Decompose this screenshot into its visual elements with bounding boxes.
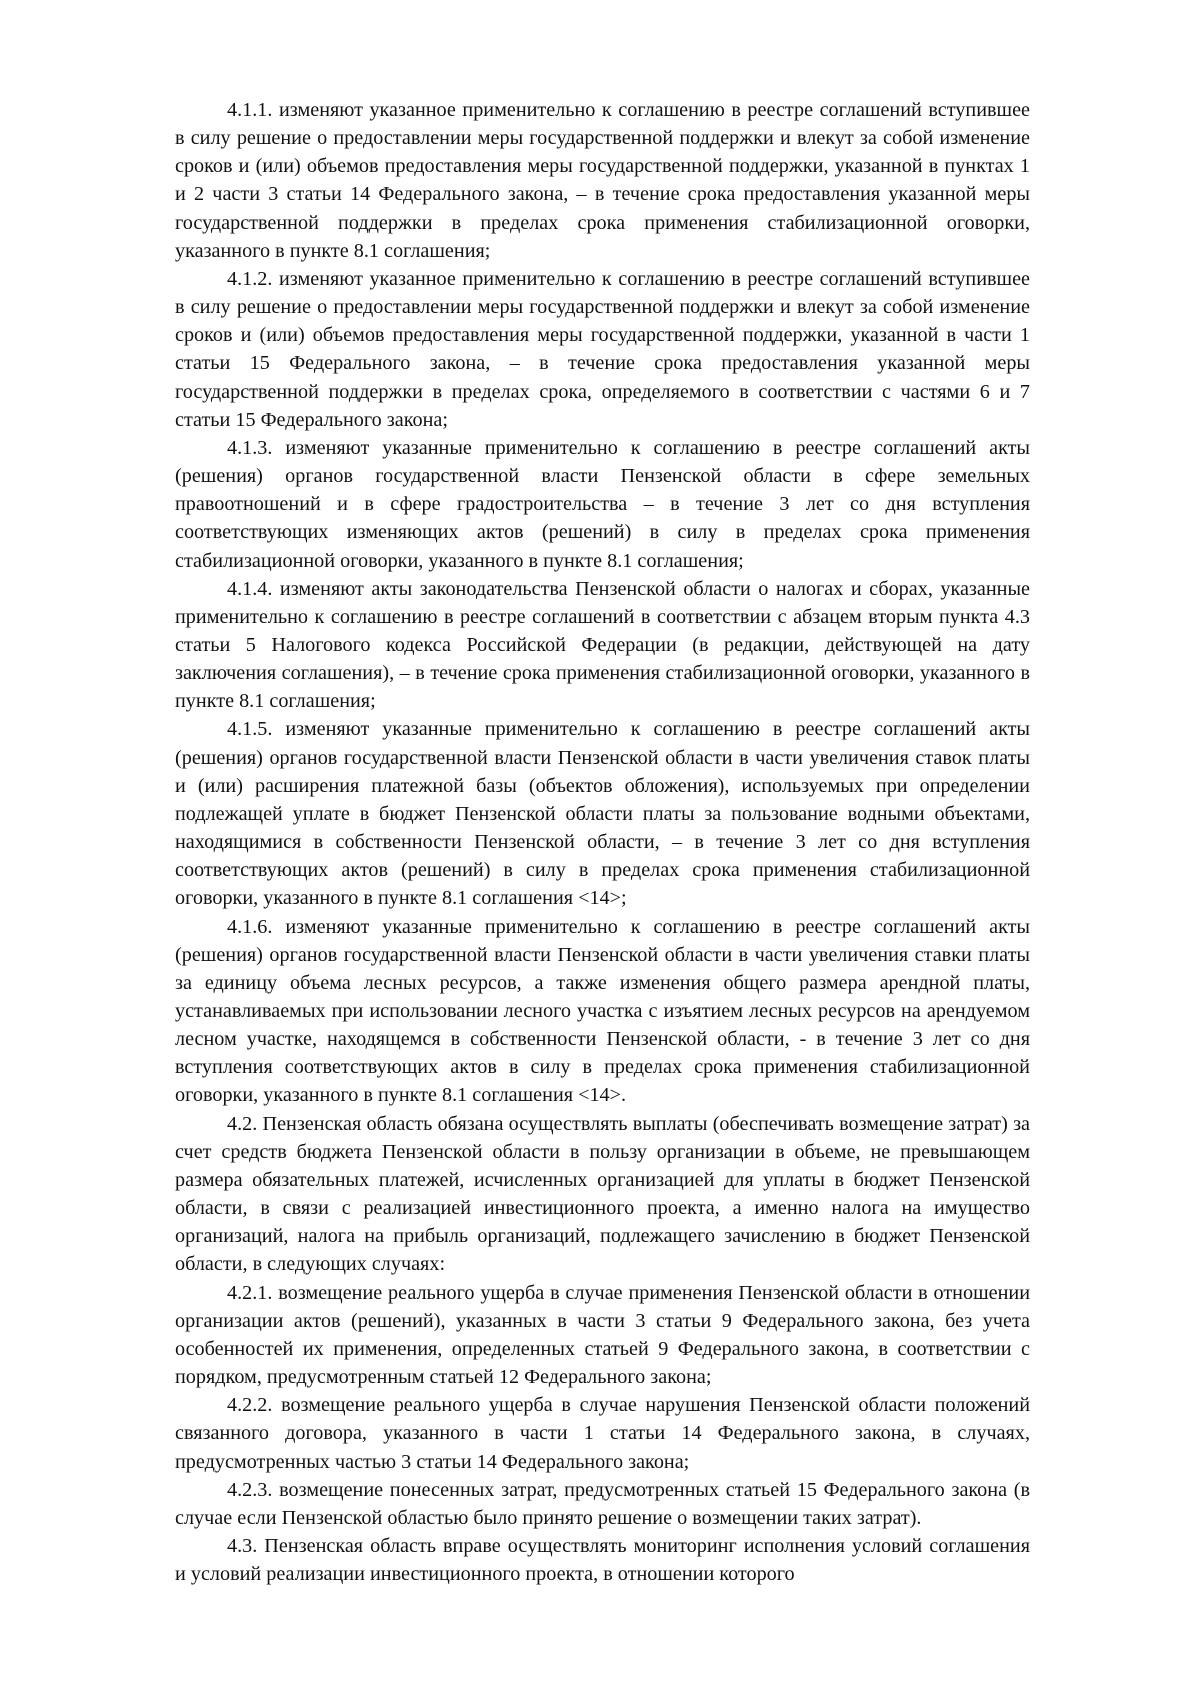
paragraph-4-1-2: 4.1.2. изменяют указанное применительно к соглашению в реестре соглашений вступившее в силу решение о предоставлении меры государственной поддержки и влекут за собой изменение сроков и (или) объемов предоставления меры государственной поддержки, указанной в части 1 статьи 15 Федерального закона, – в течение срока предоставления указанной меры государственной поддержки в пределах срока, определяемого в соответствии с частями 6 и 7 статьи 15 Федерального закона; (175, 267, 1030, 431)
paragraph-4-1-6: 4.1.6. изменяют указанные применительно к соглашению в реестре соглашений акты (решения) органов государственной власти Пензенской области в части увеличения ставки платы за единицу объема лесных ресурсов, а также изменения общего размера арендной платы, устанавливаемых при использовании лесного участка с изъятием лесных ресурсов на арендуемом лесном участке, находящемся в собственности Пензенской области, - в течение 3 лет со дня вступления соответствующих актов в силу в пределах срока применения стабилизационной оговорки, указанного в пункте 8.1 соглашения <14>. (175, 915, 1030, 1107)
paragraph-4-2-1: 4.2.1. возмещение реального ущерба в случае применения Пензенской области в отношении организации актов (решений), указанных в части 3 статьи 9 Федерального закона, без учета особенностей их применения, определенных статьей 9 Федерального закона, в соответствии с порядком, предусмотренным статьей 12 Федерального закона; (175, 1281, 1030, 1389)
paragraph-4-1-1: 4.1.1. изменяют указанное применительно к соглашению в реестре соглашений вступившее в силу решение о предоставлении меры государственной поддержки и влекут за собой изменение сроков и (или) объемов предоставления меры государственной поддержки, указанной в пунктах 1 и 2 части 3 статьи 14 Федерального закона, – в течение срока предоставления указанной меры государственной поддержки в пределах срока применения стабилизационной оговорки, указанного в пункте 8.1 соглашения; (175, 99, 1030, 262)
paragraph-4-1-4: 4.1.4. изменяют акты законодательства Пензенской области о налогах и сборах, указанные применительно к соглашению в реестре соглашений в соответствии с абзацем вторым пункта 4.3 статьи 5 Налогового кодекса Российской Федерации (в редакции, действующей на дату заключения соглашения), – в течение срока применения стабилизационной оговорки, указанного в пункте 8.1 соглашения; (175, 577, 1030, 713)
paragraph-4-1-5: 4.1.5. изменяют указанные применительно к соглашению в реестре соглашений акты (решения) органов государственной власти Пензенской области в части увеличения ставок платы и (или) расширения платежной базы (объектов обложения), используемых при определении подлежащей уплате в бюджет Пензенской области платы за пользование водными объектами, находящимися в собственности Пензенской области, – в течение 3 лет со дня вступления соответствующих актов (решений) в силу в пределах срока применения стабилизационной оговорки, указанного в пункте 8.1 соглашения <14>; (175, 718, 1030, 910)
paragraph-4-2-2: 4.2.2. возмещение реального ущерба в случае нарушения Пензенской области положений связанного договора, указанного в части 1 статьи 14 Федерального закона, в случаях, предусмотренных частью 3 статьи 14 Федерального закона; (175, 1394, 1030, 1473)
document-page (175, 96, 1030, 1588)
paragraph-4-1-3: 4.1.3. изменяют указанные применительно к соглашению в реестре соглашений акты (решения) органов государственной власти Пензенской области в сфере земельных правоотношений и в сфере градостроительства – в течение 3 лет со дня вступления соответствующих изменяющих актов (решений) в силу в пределах срока применения стабилизационной оговорки, указанного в пункте 8.1 соглашения; (175, 436, 1030, 572)
paragraph-4-3: 4.3. Пензенская область вправе осуществлять мониторинг исполнения условий соглашения и условий реализации инвестиционного проекта, в отношении которого (175, 1534, 1030, 1586)
paragraph-4-2-3: 4.2.3. возмещение понесенных затрат, предусмотренных статьей 15 Федерального закона (в случае если Пензенской областью было принято решение о возмещении таких затрат). (175, 1478, 1030, 1529)
paragraph-4-2: 4.2. Пензенская область обязана осуществлять выплаты (обеспечивать возмещение затрат) за счет средств бюджета Пензенской области в пользу организации в объеме, не превышающем размера обязательных платежей, исчисленных организацией для уплаты в бюджет Пензенской области, в связи с реализацией инвестиционного проекта, а именно налога на имущество организаций, налога на прибыль организаций, подлежащего зачислению в бюджет Пензенской области, в следующих случаях: (175, 1112, 1030, 1276)
